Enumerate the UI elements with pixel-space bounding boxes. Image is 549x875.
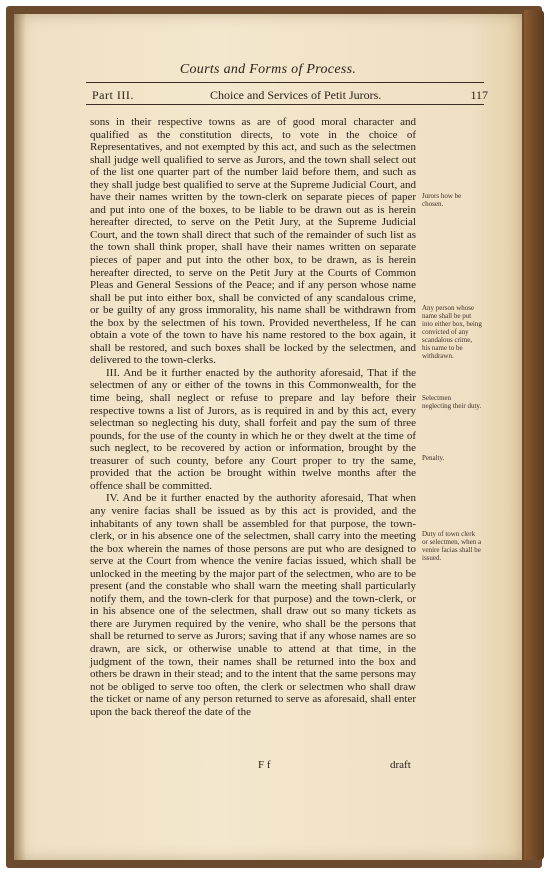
margin-note-jurors: Jurors how be chosen.	[422, 192, 462, 208]
book-spine	[524, 10, 544, 860]
paragraph-section-3: III. And be it further enacted by the authority aforesaid, That if the selectmen of any or either of the towns in this Commonwealth, for the time being, shall neglect or refuse to prepare and lay before their respective towns a list of Jurors, as is required in and by this act, every selectman so neglecting his duty, shall forfeit and pay the sum of three pounds, for the use of the county in which he or they dwelt at the time of such neglect, to be recovered by action or information, brought by the treasurer of such county, before any Court proper to try the same, provided that the action be brought within twelve months after the offence shall be committed.	[90, 366, 416, 492]
margin-note-venire: Duty of town clerk or selectmen, when a venire facias shall be issued.	[422, 530, 482, 562]
book-page	[14, 14, 522, 860]
margin-note-penalty: Penalty.	[422, 454, 445, 462]
header-part: Part III.	[92, 88, 134, 102]
margin-note-neglect: Selectmen neglecting their duty.	[422, 394, 482, 410]
page-number: 117	[470, 88, 488, 102]
header-rule-top	[86, 82, 484, 83]
book-binding	[6, 6, 542, 868]
signature-mark: F f	[258, 759, 271, 771]
header-rule-bottom	[86, 104, 484, 105]
running-head: Courts and Forms of Process.	[179, 62, 357, 77]
page-gutter-shadow	[14, 14, 26, 860]
margin-note-withdrawn: Any person whose name shall be put into either box, being convicted of any scandalous crime, his name to be withdrawn.	[422, 304, 482, 360]
header-title: Choice and Services of Petit Jurors.	[210, 88, 382, 102]
paragraph-continuation: sons in their respective towns as are of good moral character and qualified as the constitution directs, to vote in the choice of Representatives, and not exempted by this act, and such as the selectmen shall judge well qualified to serve as Jurors, and the town shall select out of the list one quarter part of the number laid before them, and such as they shall judge best qualified to serve at the Supreme Judicial Court, and have their names written by the town-clerk on separate pieces of paper and put into one of the boxes, to be liable to be drawn out as is herein hereafter directed, to serve on the Petit Jury, at the Supreme Judicial Court, and the town shall direct that such of the remainder of such list as the town shall think proper, shall have their names written on separate pieces of paper and put into the other box, to be drawn, as is herein hereafter directed, to serve on the Petit Jury at the Courts of Common Pleas and General Sessions of the Peace; and if any person whose name shall be put into either box, shall be convicted of any scandalous crime, or be guilty of any gross immorality, his name shall be withdrawn from the box by the selectmen of his town. Provided nevertheless, If he can obtain a vote of the town to have his name restored to the box again, it shall be restored, and such boxes shall be locked by the selectmen, and delivered to the town-clerks.	[90, 116, 416, 367]
body-text	[90, 116, 416, 718]
catchword: draft	[390, 759, 411, 771]
paragraph-section-4: IV. And be it further enacted by the authority aforesaid, That when any venire facias shall be issued as by this act is provided, and the inhabitants of any town shall be assembled for that purpose, the town-clerk, or in his absence one of the selectmen, shall carry into the meeting the box wherein the names of those persons are put who are designed to serve at the Court from whence the venire facias issued, which shall be unlocked in the meeting by the major part of the selectmen, who are to be present (and the constable who shall warn the meeting shall particularly notify them, and the town-clerk for that purpose) and the town-clerk, or in his absence one of the selectmen, shall draw out so many tickets as there are Jurymen required by the venire, who shall be the persons that shall be returned to serve as Jurors; saving that if any whose names are so drawn, are sick, or otherwise unable to attend at that time, in the judgment of the town, their names shall be returned into the box and others be drawn in their stead; and to the intent that the same persons may not be obliged to serve too often, the clerk or selectmen who shall draw the ticket or name of any person returned to serve as aforesaid, shall enter upon the back thereof the date of the	[90, 492, 416, 718]
